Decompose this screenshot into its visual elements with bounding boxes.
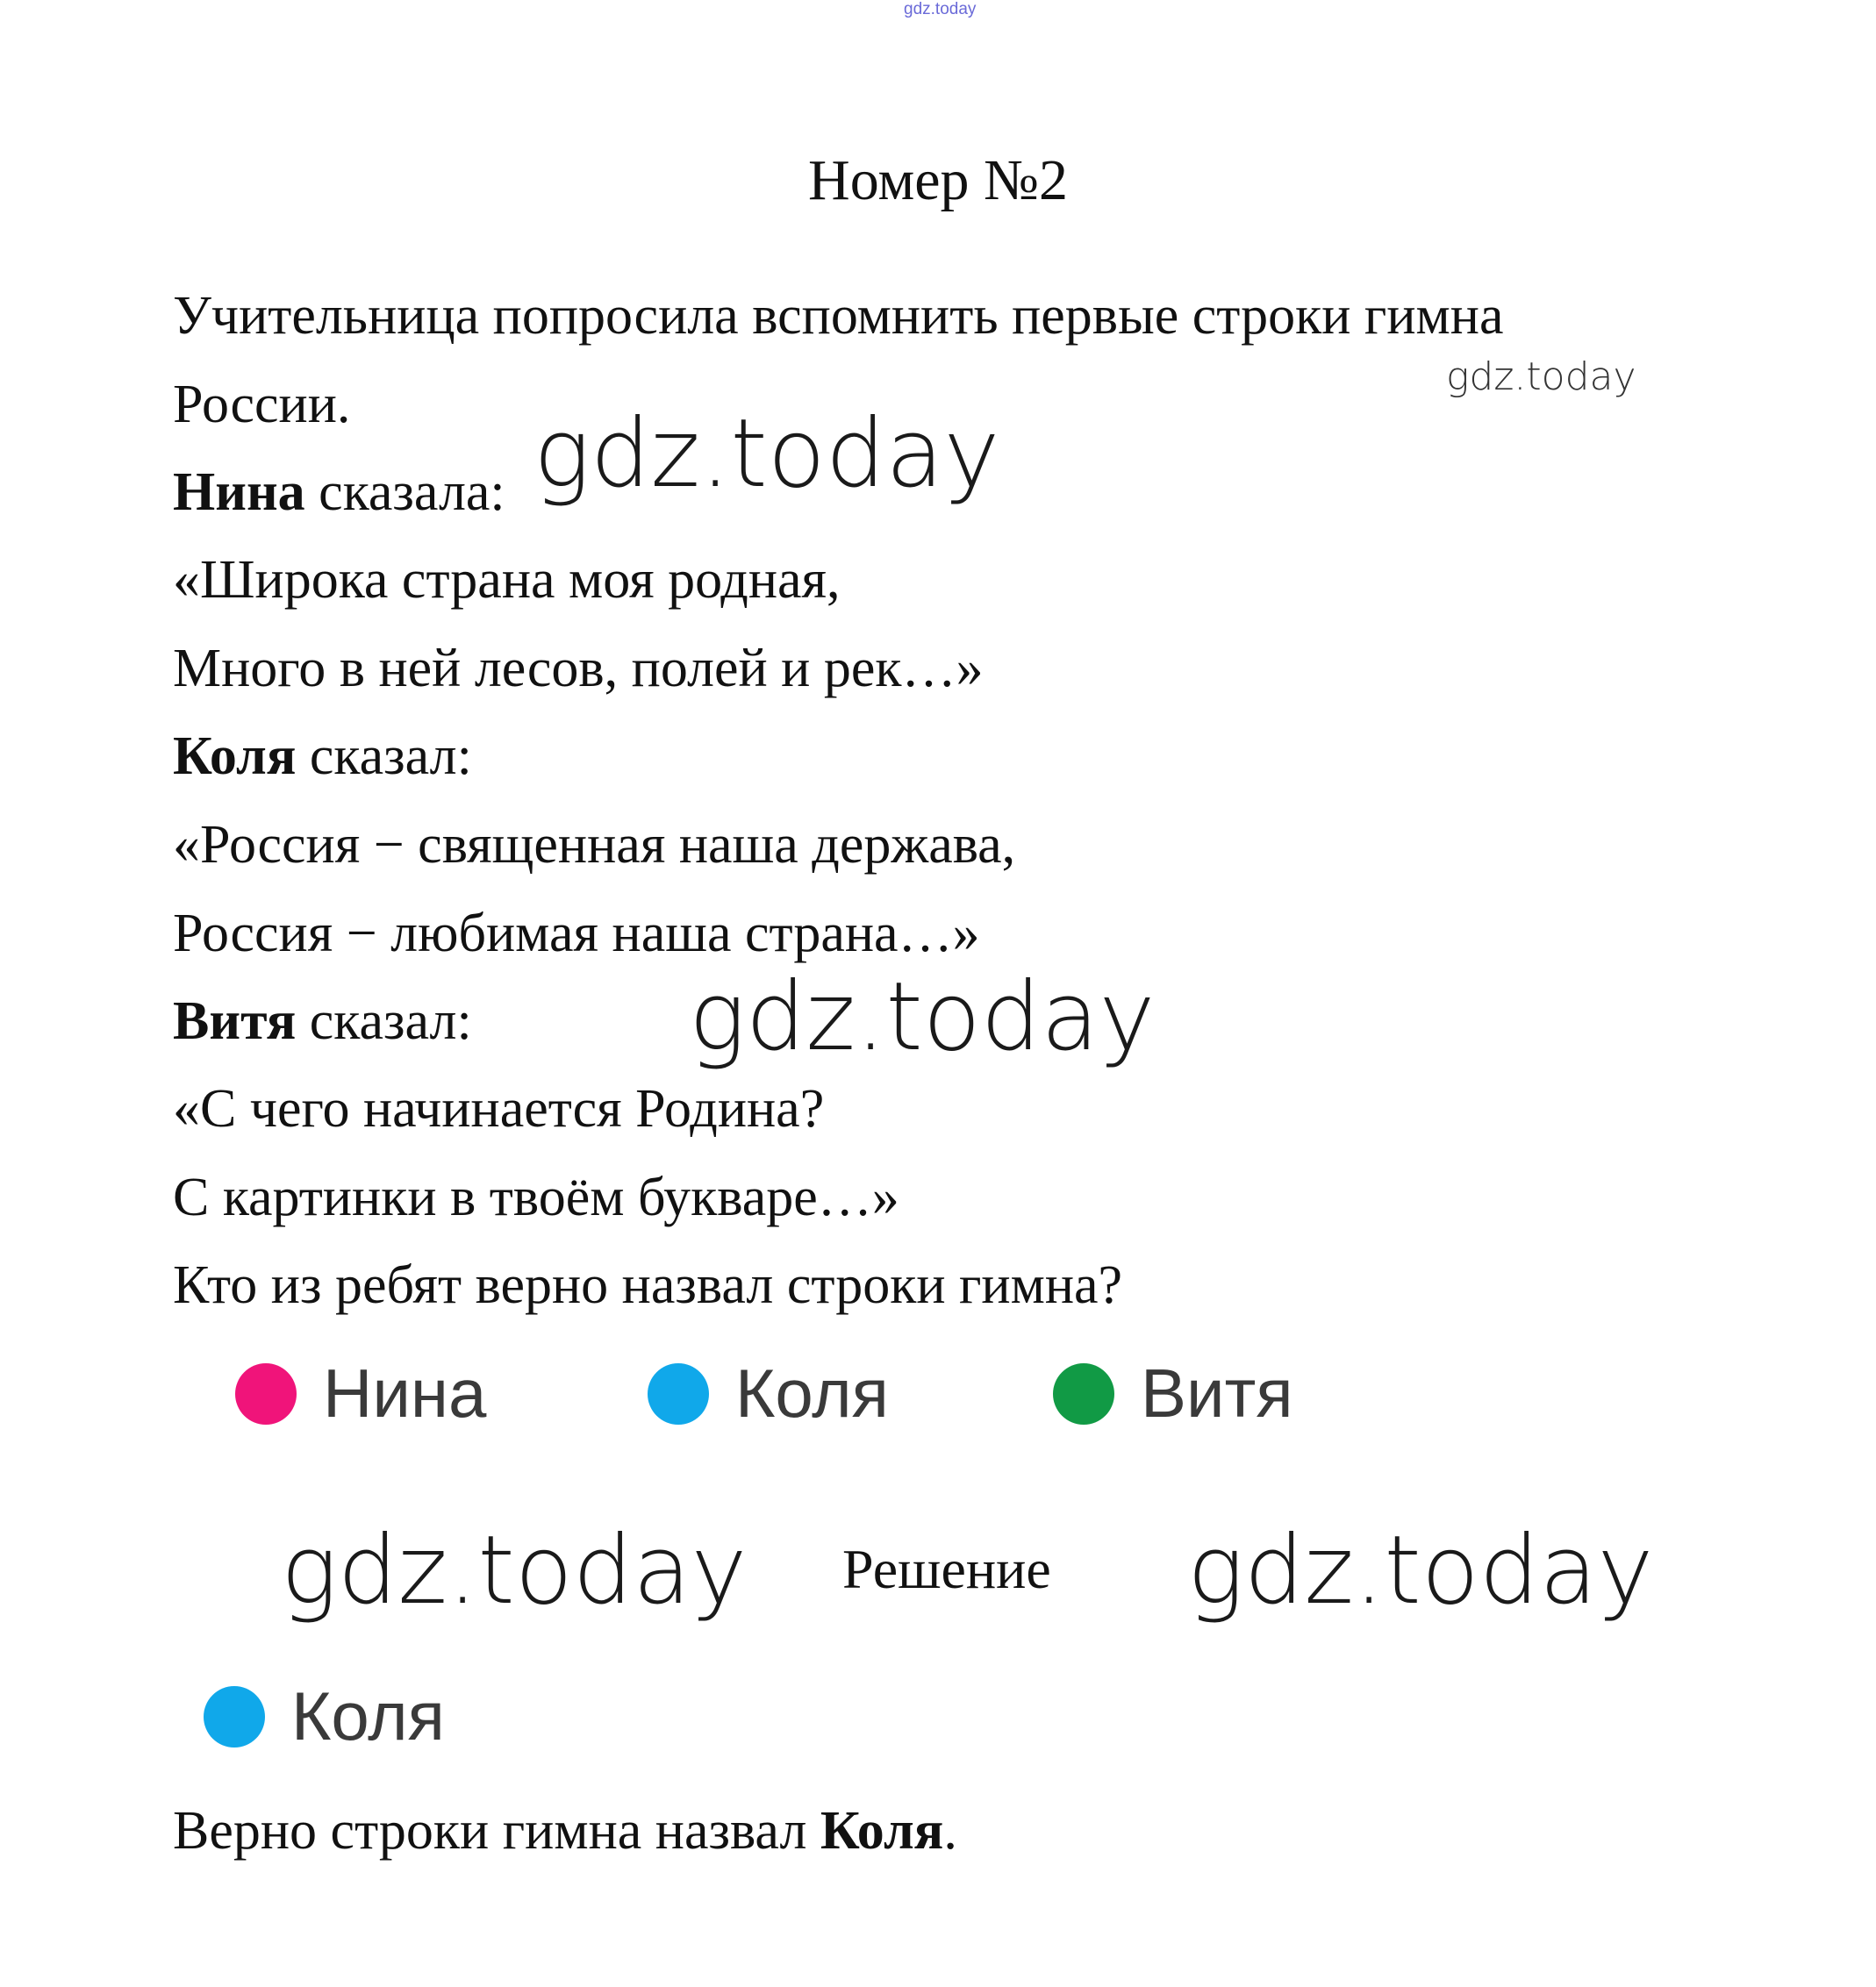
option-nina (235, 1354, 486, 1433)
kolya-said-line (173, 725, 472, 788)
nina-quote-line-1: «Широка страна моя родная, (173, 550, 841, 610)
kolya-quote-line-2: Россия − любимая наша страна…» (173, 904, 980, 963)
nina-quote-line-2: Много в ней лесов, полей и рек…» (173, 639, 984, 698)
question-line: Кто из ребят верно назвал строки гимна? (173, 1255, 1123, 1315)
watermark-small: gdz.today (1446, 354, 1636, 399)
nina-said: сказала: (304, 462, 505, 522)
kolya-quote-line-1: «Россия − священная наша держава, (173, 815, 1016, 875)
vitya-quote-line-1: «С чего начинается Родина? (173, 1079, 825, 1139)
nina-said-line (173, 461, 505, 524)
option-kolya (648, 1354, 889, 1433)
option-vitya (1053, 1354, 1293, 1433)
nina-name: Нина (173, 462, 305, 522)
answer-line (173, 1800, 957, 1862)
kolya-said: сказал: (296, 726, 472, 786)
page-title: Номер №2 (808, 148, 1068, 212)
option-nina-dot (235, 1363, 297, 1425)
answer-suffix: . (943, 1801, 957, 1861)
problem-line-1: Учительница попросила вспомнить первые строки гимна (173, 286, 1504, 346)
kolya-name: Коля (173, 726, 297, 786)
watermark-large-1: gdz.today (533, 399, 1000, 509)
watermark-large-4: gdz.today (1187, 1516, 1654, 1626)
watermark-top: gdz.today (904, 0, 977, 18)
option-kolya-dot (648, 1363, 709, 1425)
vitya-said: сказал: (296, 991, 472, 1051)
watermark-large-3: gdz.today (281, 1516, 748, 1626)
vitya-said-line (173, 990, 472, 1053)
answer-option (204, 1676, 445, 1756)
answer-name: Коля (820, 1801, 944, 1861)
answer-option-dot (204, 1686, 265, 1748)
option-nina-label: Нина (323, 1354, 487, 1432)
solution-heading: Решение (842, 1538, 1051, 1600)
answer-prefix: Верно строки гимна назвал (173, 1801, 820, 1861)
watermark-large-2: gdz.today (689, 962, 1156, 1072)
option-kolya-label: Коля (735, 1354, 889, 1432)
problem-line-2: России. (173, 375, 351, 434)
vitya-quote-line-2: С картинки в твоём букваре…» (173, 1168, 899, 1227)
answer-option-label: Коля (291, 1677, 445, 1755)
option-vitya-dot (1053, 1363, 1114, 1425)
vitya-name: Витя (173, 991, 297, 1051)
option-vitya-label: Витя (1141, 1354, 1293, 1432)
